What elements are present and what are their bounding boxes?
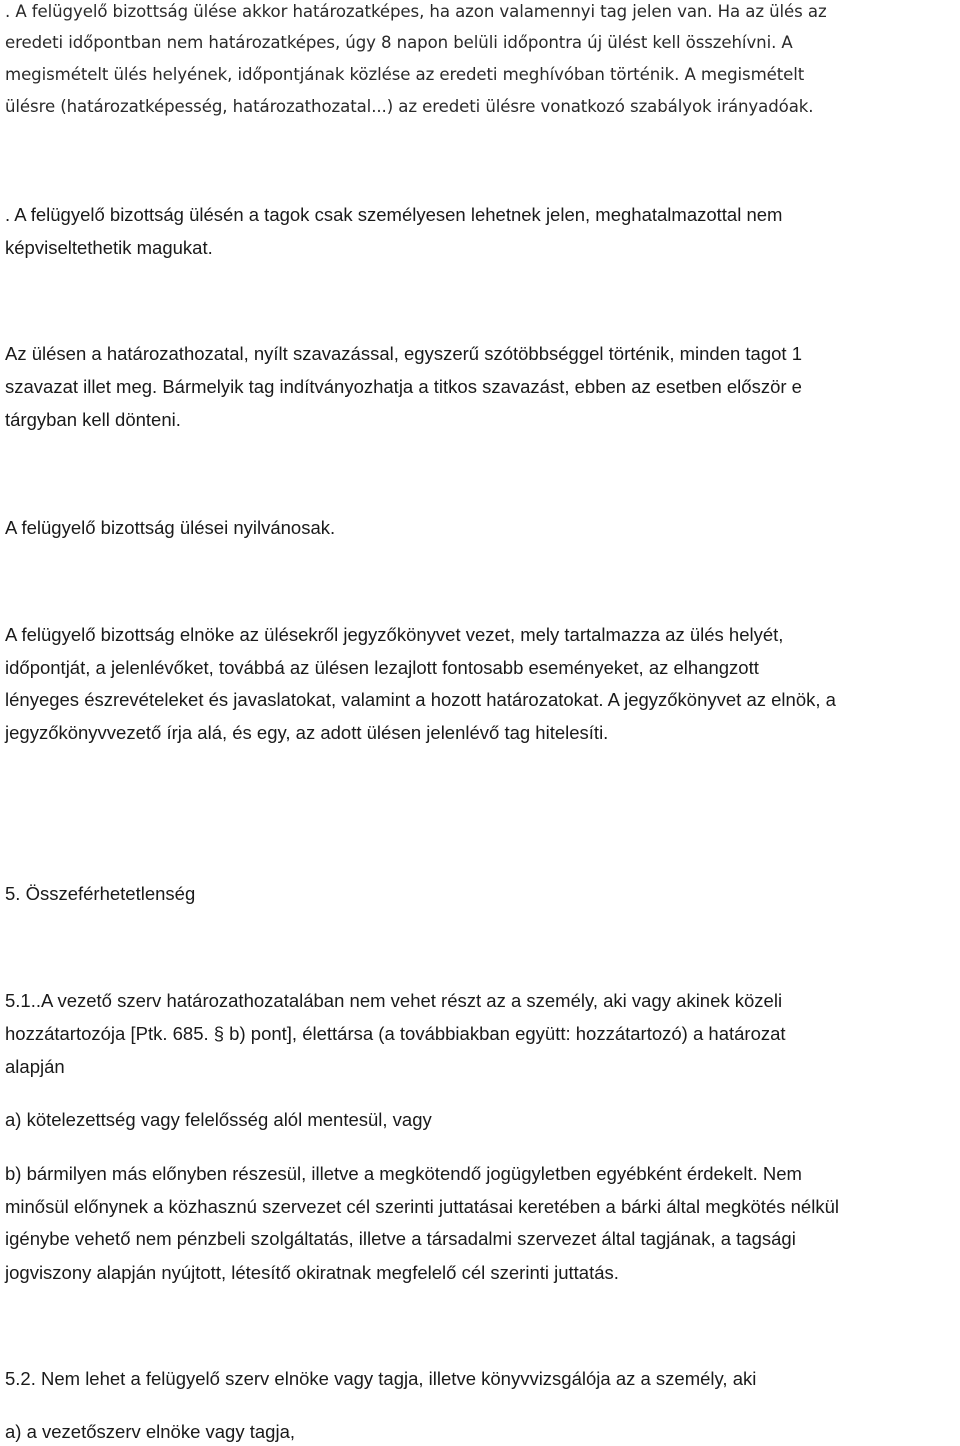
text-line: időpontját, a jelenlévőket, továbbá az ülésen lezajlott fontosabb eseményeket, az elhangzott	[5, 657, 759, 678]
text-line: b) bármilyen más előnyben részesül, illetve a megkötendő jogügyletben egyébként érdekelt. Nem	[5, 1163, 802, 1184]
text-line: megismételt ülés helyének, időpontjának közlése az eredeti meghívóban történik. A megismételt	[5, 65, 805, 84]
section-heading: 5. Összeférhetetlenség	[5, 883, 196, 904]
text-line: 5.1..A vezető szerv határozathozatalában nem vehet részt az a személy, aki vagy akinek közeli	[5, 990, 783, 1011]
text-line: lényeges észrevételeket és javaslatokat, valamint a hozott határozatokat. A jegyzőkönyvet az elnök, a	[5, 689, 836, 710]
text-line: minősül előnynek a közhasznú szervezet cél szerinti juttatásai keretében a bárki által megkötés nélkül	[5, 1196, 839, 1217]
text-line: tárgyban kell dönteni.	[5, 409, 181, 430]
list-item: a) kötelezettség vagy felelősség alól mentesül, vagy	[5, 1109, 432, 1130]
text-line: szavazat illet meg. Bármelyik tag indítványozhatja a titkos szavazást, ebben az esetben először e	[5, 376, 802, 397]
text-line: igénybe vehető nem pénzbeli szolgáltatás, illetve a társadalmi szervezet által tagjának, a tagsági	[5, 1228, 796, 1249]
list-item: a) a vezetőszerv elnöke vagy tagja,	[5, 1421, 295, 1442]
text-line: alapján	[5, 1056, 65, 1077]
text-line: A felügyelő bizottság elnöke az ülésekről jegyzőkönyvet vezet, mely tartalmazza az ülés helyét,	[5, 624, 784, 645]
paragraph-conflict-5-2: 5.2. Nem lehet a felügyelő szerv elnöke vagy tagja, illetve könyvvizsgálója az a személy, aki	[5, 1368, 757, 1389]
text-line: A felügyelő bizottság ülései nyilvánosak.	[5, 517, 336, 538]
text-line: eredeti időpontban nem határozatképes, úgy 8 napon belüli időpontra új ülést kell összehívni. A	[5, 33, 793, 52]
text-line: jogviszony alapján nyújtott, létesítő okiratnak megfelelő cél szerinti juttatás.	[5, 1262, 619, 1283]
text-line: . A felügyelő bizottság ülésén a tagok csak személyesen lehetnek jelen, meghatalmazottal nem	[5, 204, 783, 225]
text-line: képviseltethetik magukat.	[5, 237, 213, 258]
text-line: jegyzőkönyvvezető írja alá, és egy, az adott ülésen jelenlévő tag hitelesíti.	[5, 722, 609, 743]
text-line: . A felügyelő bizottság ülése akkor határozatképes, ha azon valamennyi tag jelen van. Ha az ülés az	[5, 2, 827, 21]
text-line: Az ülésen a határozathozatal, nyílt szavazással, egyszerű szótöbbséggel történik, minden tagot 1	[5, 343, 802, 364]
text-line: hozzátartozója [Ptk. 685. § b) pont], élettársa (a továbbiakban együtt: hozzátartozó) a határozat	[5, 1023, 786, 1044]
text-line: ülésre (határozatképesség, határozathozatal...) az eredeti ülésre vonatkozó szabályok irányadóak.	[5, 97, 814, 116]
